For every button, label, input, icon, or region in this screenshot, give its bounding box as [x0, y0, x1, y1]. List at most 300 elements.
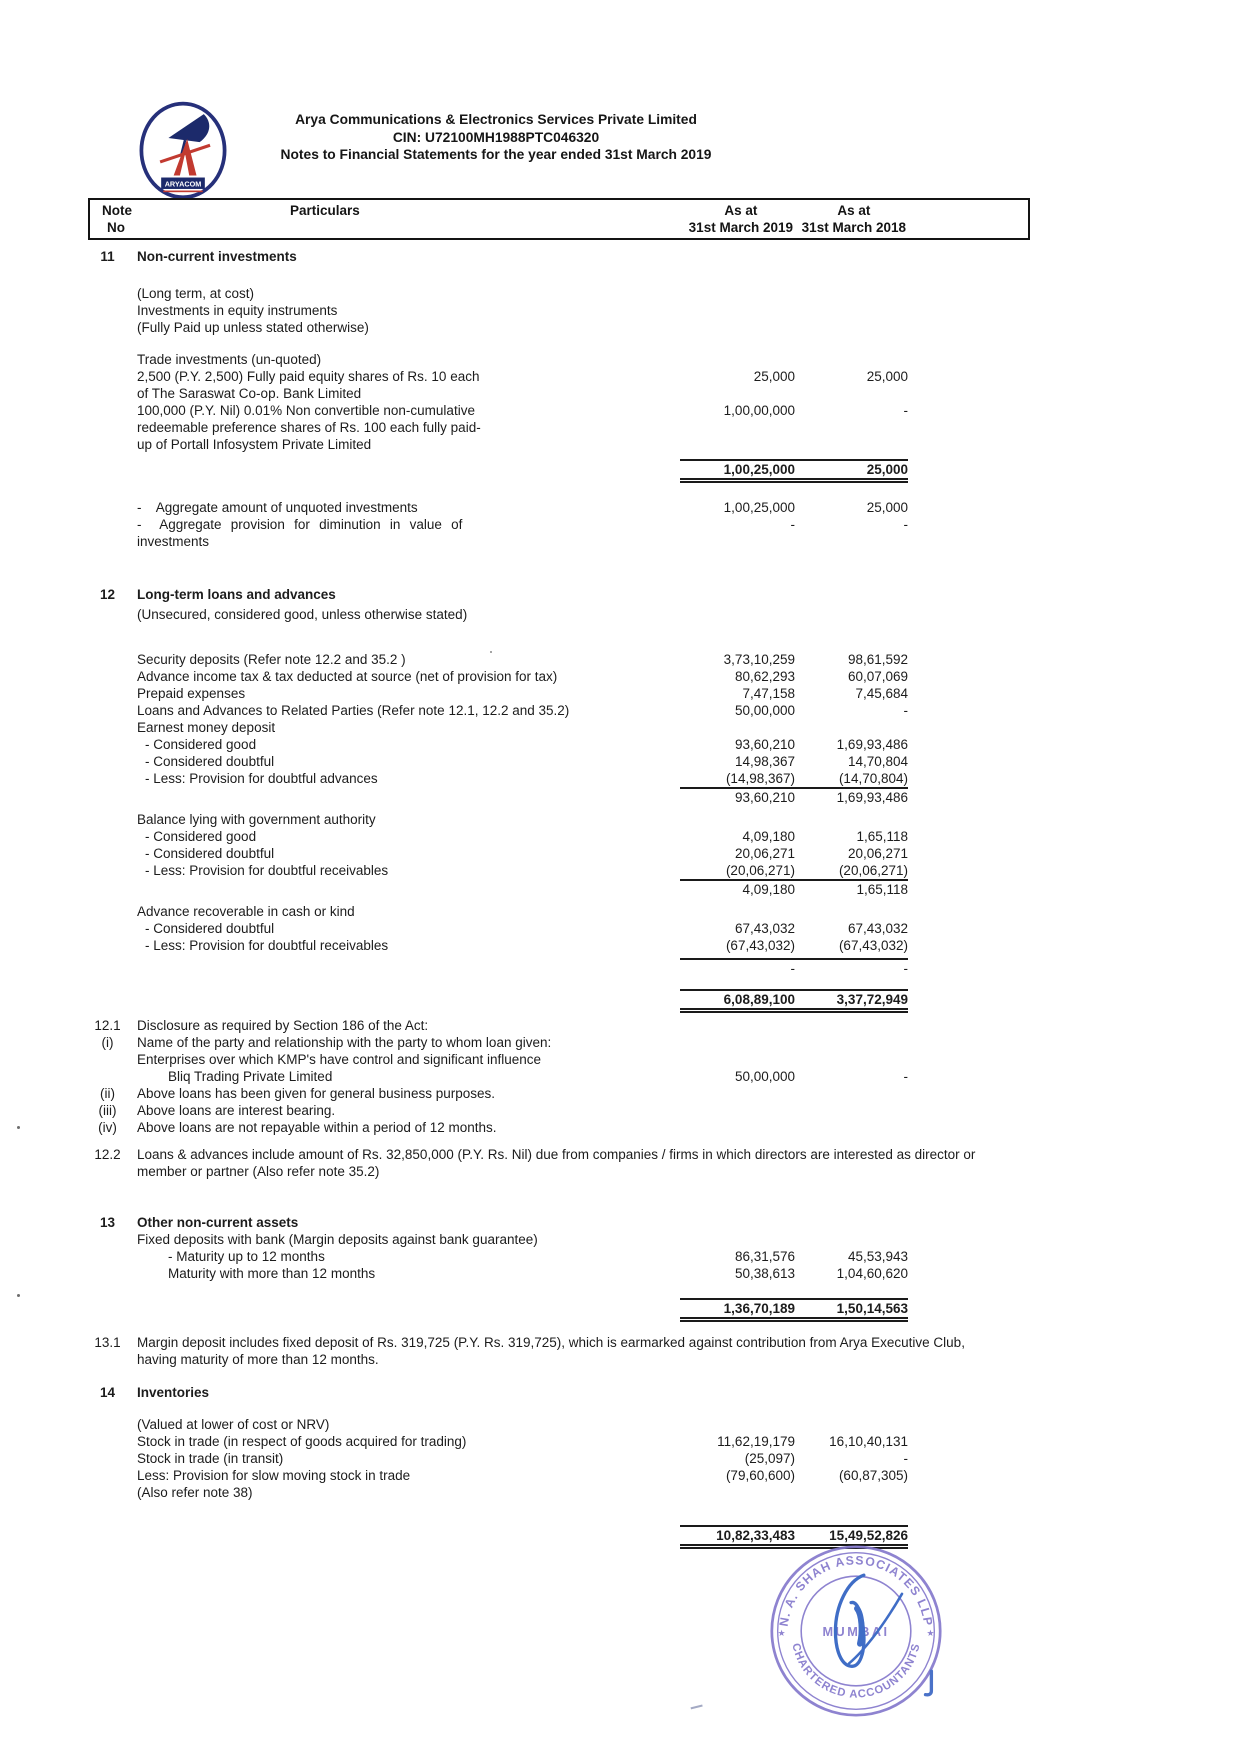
values-group	[680, 1467, 908, 1484]
particulars-cell: Advance recoverable in cash or kind	[137, 904, 355, 919]
company-cin: CIN: U72100MH1988PTC046320	[392, 129, 600, 145]
value-2019-cell: -	[790, 517, 795, 532]
value-2018-cell	[795, 1416, 908, 1433]
note-number-cell	[78, 302, 137, 319]
note-number-cell	[78, 903, 137, 920]
values-group	[680, 402, 908, 419]
values-group	[680, 862, 908, 879]
value-2019-cell: 6,08,89,100	[723, 992, 795, 1007]
values-group	[680, 937, 908, 954]
value-2019-cell: 7,47,158	[742, 686, 795, 701]
svg-text:N. A. SHAH ASSOCIATES LLP	[777, 1553, 936, 1627]
note-number-cell	[78, 285, 137, 302]
table-row	[0, 1525, 1236, 1549]
table-row	[0, 989, 1236, 1013]
note-number-cell	[78, 811, 137, 828]
particulars-cell: Stock in trade (in transit)	[137, 1451, 284, 1466]
values-group	[680, 787, 908, 806]
value-2019-cell	[680, 1416, 795, 1433]
value-2019-cell	[680, 285, 795, 302]
value-2019-cell	[680, 719, 795, 736]
value-2019-cell	[680, 586, 795, 603]
values-group	[680, 958, 908, 977]
particulars-cell: - Less: Provision for doubtful advances	[145, 771, 378, 786]
col-header-particulars: Particulars	[290, 203, 360, 218]
value-2019-cell: (20,06,271)	[725, 863, 795, 878]
value-2018-cell: -	[903, 1451, 908, 1466]
particulars-cell: Above loans are not repayable within a period of 12 months.	[137, 1120, 497, 1135]
values-group	[680, 879, 908, 898]
value-2019-cell	[680, 533, 795, 550]
value-2018-cell: 1,50,14,563	[836, 1301, 908, 1316]
value-2018-cell: 67,43,032	[847, 921, 908, 936]
table-row	[0, 651, 1236, 668]
table-row	[0, 958, 1236, 977]
values-group	[680, 1265, 908, 1282]
table-row	[0, 828, 1236, 845]
table-row	[0, 385, 1236, 402]
particulars-cell: Investments in equity instruments	[137, 303, 338, 318]
table-row	[0, 811, 1236, 828]
note-number-cell	[78, 685, 137, 702]
table-row	[0, 1265, 1236, 1282]
note-number-cell	[78, 862, 137, 879]
value-2019-cell: (67,43,032)	[725, 938, 795, 953]
table-row	[0, 736, 1236, 753]
note-number-cell: 12.1	[94, 1018, 121, 1033]
value-2019-cell: 1,00,00,000	[723, 403, 795, 418]
particulars-cell: - Maturity up to 12 months	[168, 1249, 325, 1264]
value-2019-cell: 3,73,10,259	[723, 652, 795, 667]
value-2019-cell: -	[790, 961, 795, 976]
note-number-cell: (i)	[101, 1035, 114, 1050]
values-group	[680, 702, 908, 719]
table-row	[0, 248, 1236, 265]
particulars-cell: Maturity with more than 12 months	[168, 1266, 376, 1281]
values-group	[680, 1416, 908, 1433]
value-2018-cell: 25,000	[866, 500, 908, 515]
table-row	[0, 668, 1236, 685]
particulars-cell: Long-term loans and advances	[137, 587, 336, 602]
table-row	[0, 459, 1236, 483]
value-2018-cell: (67,43,032)	[838, 938, 908, 953]
particulars-cell: - Considered doubtful	[145, 754, 275, 769]
particulars-cell: Fixed deposits with bank (Margin deposits against bank guarantee)	[137, 1232, 538, 1247]
company-name: Arya Communications & Electronics Services Private Limited	[295, 112, 697, 127]
table-row	[0, 351, 1236, 368]
value-2018-cell	[795, 1034, 908, 1051]
note-number-cell	[78, 828, 137, 845]
table-header	[88, 198, 1030, 240]
value-2018-cell: 15,49,52,826	[829, 1528, 908, 1543]
note-number-cell	[78, 1298, 137, 1322]
values-group	[680, 1034, 908, 1051]
particulars-cell: Other non-current assets	[137, 1215, 299, 1230]
note-number-cell	[78, 845, 137, 862]
value-2019-cell: 93,60,210	[734, 737, 795, 752]
value-2019-cell: 14,98,367	[734, 754, 795, 769]
value-2018-cell	[795, 385, 908, 402]
value-2018-cell	[795, 1484, 908, 1501]
values-group	[680, 1068, 908, 1085]
table-row	[0, 1416, 1236, 1433]
table-row	[0, 368, 1236, 385]
value-2019-cell: 25,000	[753, 369, 795, 384]
value-2018-cell	[795, 811, 908, 828]
value-2018-cell	[795, 302, 908, 319]
particulars-cell	[137, 989, 680, 1013]
particulars-cell: - Considered good	[145, 737, 257, 752]
note-number-cell	[78, 1484, 137, 1501]
value-2019-cell: 80,62,293	[734, 669, 795, 684]
values-group	[680, 1085, 908, 1102]
table-row	[0, 1384, 1236, 1401]
svg-text:CHARTERED ACCOUNTANTS	[789, 1642, 922, 1701]
value-2019-cell: (14,98,367)	[725, 771, 795, 786]
value-2019-cell	[680, 811, 795, 828]
value-2018-cell	[795, 351, 908, 368]
value-2018-cell	[795, 1384, 908, 1401]
particulars-cell: Enterprises over which KMP's have control and significant influence	[137, 1052, 542, 1067]
values-group	[680, 651, 908, 668]
value-2018-cell: -	[903, 517, 908, 532]
value-2019-cell: 1,00,25,000	[723, 500, 795, 515]
note-number-cell: 12	[99, 587, 116, 602]
values-group	[680, 719, 908, 736]
value-2019-cell	[680, 1384, 795, 1401]
particulars-cell: - Considered doubtful	[145, 846, 275, 861]
value-2018-cell: 3,37,72,949	[836, 992, 908, 1007]
value-2018-cell	[795, 1017, 908, 1034]
value-2018-cell	[795, 248, 908, 265]
paragraph-text	[137, 1146, 1157, 1180]
value-2018-cell: -	[903, 961, 908, 976]
particulars-cell: - Considered doubtful	[145, 921, 275, 936]
table-row	[0, 302, 1236, 319]
note-number-cell	[78, 368, 137, 385]
value-2019-cell: (25,097)	[744, 1451, 795, 1466]
values-group	[680, 606, 908, 623]
note-number-cell	[78, 1248, 137, 1265]
value-2019-cell: 10,82,33,483	[716, 1528, 795, 1543]
value-2018-cell	[795, 586, 908, 603]
note-number-cell	[78, 1068, 137, 1085]
table-row	[0, 903, 1236, 920]
note-number-cell	[78, 516, 137, 533]
value-2018-cell: 1,65,118	[856, 882, 908, 897]
table-row	[0, 1467, 1236, 1484]
particulars-cell: Above loans has been given for general business purposes.	[137, 1086, 495, 1101]
particulars-cell: Above loans are interest bearing.	[137, 1103, 336, 1118]
particulars-cell: Earnest money deposit	[137, 720, 276, 735]
values-group	[680, 1102, 908, 1119]
particulars-cell: Less: Provision for slow moving stock in trade	[137, 1468, 411, 1483]
note-number-cell	[78, 753, 137, 770]
value-2018-cell: 98,61,592	[847, 652, 908, 667]
values-group	[680, 319, 908, 336]
particulars-cell: (Long term, at cost)	[137, 286, 255, 301]
particulars-cell: Trade investments (un-quoted)	[137, 352, 322, 367]
value-2019-cell: 50,38,613	[734, 1266, 795, 1281]
values-group	[680, 1384, 908, 1401]
values-group	[680, 1248, 908, 1265]
value-2018-cell: 14,70,804	[847, 754, 908, 769]
values-group	[680, 668, 908, 685]
ca-stamp	[763, 1538, 949, 1724]
table-row	[0, 402, 1236, 419]
value-2019-cell	[680, 385, 795, 402]
particulars-cell: investments	[137, 534, 210, 549]
particulars-cell: - Less: Provision for doubtful receivables	[145, 863, 389, 878]
value-2018-cell: 25,000	[866, 462, 908, 477]
paragraph-line: Margin deposit includes fixed deposit of Rs. 319,725 (P.Y. Rs. 319,725), which is earmarked against contribution from Arya Executive Club,	[137, 1335, 965, 1350]
table-row	[0, 1017, 1236, 1034]
note-number-cell	[78, 920, 137, 937]
table-row	[0, 937, 1236, 954]
value-2018-cell	[795, 606, 908, 623]
particulars-cell: up of Portall Infosystem Private Limited	[137, 437, 372, 452]
note-number-cell	[78, 459, 137, 483]
value-2019-cell	[680, 1051, 795, 1068]
note-number-cell	[78, 787, 137, 806]
table-row	[0, 1102, 1236, 1119]
values-group	[680, 516, 908, 533]
table-row	[0, 787, 1236, 806]
note-number-cell	[78, 879, 137, 898]
note-number-cell	[78, 606, 137, 623]
value-2018-cell	[795, 1051, 908, 1068]
particulars-cell: - Less: Provision for doubtful receivables	[145, 938, 389, 953]
particulars-cell: (Unsecured, considered good, unless otherwise stated)	[137, 607, 468, 622]
scan-artifact-smudge	[689, 1700, 702, 1710]
document-header	[140, 111, 852, 164]
value-2019-cell	[680, 302, 795, 319]
value-2018-cell: 1,69,93,486	[836, 790, 908, 805]
particulars-cell: Stock in trade (in respect of goods acquired for trading)	[137, 1434, 467, 1449]
value-2019-cell: (79,60,600)	[725, 1468, 795, 1483]
value-2018-cell	[795, 319, 908, 336]
value-2018-cell	[795, 436, 908, 453]
value-2018-cell	[795, 1231, 908, 1248]
values-group	[680, 1484, 908, 1501]
values-group	[680, 1231, 908, 1248]
values-group	[680, 586, 908, 603]
note-number-cell	[78, 499, 137, 516]
table-row	[0, 1119, 1236, 1136]
table-row	[0, 685, 1236, 702]
table-row	[0, 753, 1236, 770]
scan-artifact-dot	[17, 1294, 20, 1297]
value-2019-cell: 20,06,271	[734, 846, 795, 861]
particulars-cell: Inventories	[137, 1385, 210, 1400]
value-2019-cell	[680, 1102, 795, 1119]
value-2019-cell	[680, 436, 795, 453]
col-header-2019: As at 31st March 2019	[688, 203, 793, 235]
value-2018-cell: 25,000	[866, 369, 908, 384]
table-row	[0, 1214, 1236, 1231]
value-2019-cell	[680, 351, 795, 368]
paragraph-text	[137, 1334, 1157, 1368]
note-number-cell: 12.2	[94, 1147, 121, 1162]
value-2019-cell: 11,62,19,179	[717, 1434, 795, 1449]
stamp-star-right: ★	[926, 1627, 935, 1638]
note-number-cell	[78, 1525, 137, 1549]
table-row	[0, 719, 1236, 736]
stamp-profession: CHARTERED ACCOUNTANTS	[789, 1642, 923, 1701]
value-2018-cell: 1,04,60,620	[836, 1266, 908, 1281]
paragraph-line: having maturity of more than 12 months.	[137, 1352, 379, 1367]
note-number-cell	[78, 1433, 137, 1450]
table-row	[0, 606, 1236, 623]
note-number-cell	[78, 1416, 137, 1433]
values-group	[680, 770, 908, 787]
svg-text:ARYACOM: ARYACOM	[164, 179, 202, 189]
table-row	[0, 516, 1236, 533]
value-2018-cell: (60,87,305)	[838, 1468, 908, 1483]
particulars-cell: of The Saraswat Co-op. Bank Limited	[137, 386, 362, 401]
value-2019-cell: 50,00,000	[734, 703, 795, 718]
value-2019-cell: 1,36,70,189	[723, 1301, 795, 1316]
value-2019-cell	[680, 248, 795, 265]
table-row	[0, 879, 1236, 898]
note-number-cell: 14	[99, 1385, 116, 1400]
value-2019-cell	[680, 1119, 795, 1136]
note-number-cell	[78, 533, 137, 550]
table-row	[0, 1298, 1236, 1322]
table-row	[0, 419, 1236, 436]
paragraph-line: Loans & advances include amount of Rs. 32,850,000 (P.Y. Rs. Nil) due from companies / firms in which directors are interested as director or	[137, 1147, 976, 1162]
table-row	[0, 770, 1236, 787]
note-number-cell	[78, 736, 137, 753]
values-group	[680, 811, 908, 828]
values-group	[680, 533, 908, 550]
note-number-cell: (iii)	[98, 1103, 117, 1118]
particulars-cell: Balance lying with government authority	[137, 812, 376, 827]
note-number-cell	[78, 668, 137, 685]
particulars-cell: Disclosure as required by Section 186 of the Act:	[137, 1018, 429, 1033]
values-group	[680, 1433, 908, 1450]
value-2019-cell	[680, 903, 795, 920]
value-2018-cell: 20,06,271	[847, 846, 908, 861]
table-row	[0, 1433, 1236, 1450]
values-group	[680, 351, 908, 368]
table-row	[0, 499, 1236, 516]
value-2018-cell: 1,65,118	[856, 829, 908, 844]
particulars-cell: 100,000 (P.Y. Nil) 0.01% Non convertible non-cumulative	[137, 403, 475, 418]
note-number-cell	[78, 419, 137, 436]
particulars-cell: Non-current investments	[137, 249, 297, 264]
note-number-cell	[78, 937, 137, 954]
stamp-city: MUMBAI	[822, 1623, 890, 1639]
value-2019-cell: 67,43,032	[734, 921, 795, 936]
particulars-cell	[137, 1525, 680, 1549]
table-body	[0, 238, 1236, 1549]
col-header-2018: As at 31st March 2018	[801, 203, 906, 235]
particulars-cell: Advance income tax & tax deducted at source (net of provision for tax)	[137, 669, 558, 684]
stamp-star-left: ★	[777, 1627, 786, 1638]
particulars-cell: Name of the party and relationship with the party to whom loan given:	[137, 1035, 552, 1050]
scan-artifact-dot	[490, 651, 492, 653]
note-number-cell	[78, 351, 137, 368]
values-group	[680, 903, 908, 920]
values-group	[680, 436, 908, 453]
value-2019-cell	[680, 1017, 795, 1034]
note-number-cell	[78, 1450, 137, 1467]
value-2018-cell: -	[903, 703, 908, 718]
value-2018-cell: -	[903, 403, 908, 418]
values-group	[680, 385, 908, 402]
table-row	[0, 1085, 1236, 1102]
note-number-cell	[78, 702, 137, 719]
note-number-cell	[78, 402, 137, 419]
value-2019-cell	[680, 606, 795, 623]
values-group	[680, 499, 908, 516]
note-number-cell	[78, 958, 137, 977]
particulars-cell	[137, 787, 680, 806]
values-group	[680, 1017, 908, 1034]
value-2018-cell	[795, 1214, 908, 1231]
table-row	[0, 920, 1236, 937]
value-2018-cell: (14,70,804)	[838, 771, 908, 786]
table-row	[0, 1450, 1236, 1467]
note-number-cell	[78, 436, 137, 453]
stamp-firm-name: N. A. SHAH ASSOCIATES LLP	[776, 1553, 936, 1628]
value-2019-cell	[680, 319, 795, 336]
values-group	[680, 368, 908, 385]
value-2018-cell: -	[903, 1069, 908, 1084]
table-row	[0, 702, 1236, 719]
value-2018-cell	[795, 719, 908, 736]
values-group	[680, 1450, 908, 1467]
note-number-cell	[78, 651, 137, 668]
particulars-cell: - Aggregate amount of unquoted investments	[137, 500, 418, 515]
values-group	[680, 989, 908, 1013]
paragraph-line: member or partner (Also refer note 35.2)	[137, 1164, 380, 1179]
particulars-cell: Security deposits (Refer note 12.2 and 35.2 )	[137, 652, 406, 667]
value-2019-cell: 4,09,180	[742, 882, 795, 897]
values-group	[680, 753, 908, 770]
values-group	[680, 828, 908, 845]
particulars-cell: 2,500 (P.Y. 2,500) Fully paid equity shares of Rs. 10 each	[137, 369, 480, 384]
note-number-cell: (iv)	[98, 1120, 117, 1135]
value-2019-cell	[680, 1085, 795, 1102]
table-row	[0, 1231, 1236, 1248]
value-2019-cell: 50,00,000	[734, 1069, 795, 1084]
particulars-cell: (Valued at lower of cost or NRV)	[137, 1417, 330, 1432]
value-2019-cell	[680, 1214, 795, 1231]
table-row	[0, 1248, 1236, 1265]
value-2019-cell	[680, 1484, 795, 1501]
values-group	[680, 248, 908, 265]
note-number-cell	[78, 1051, 137, 1068]
value-2018-cell	[795, 1119, 908, 1136]
table-row	[0, 319, 1236, 336]
value-2019-cell: 1,00,25,000	[723, 462, 795, 477]
value-2018-cell: (20,06,271)	[838, 863, 908, 878]
note-number-cell	[78, 770, 137, 787]
values-group	[680, 285, 908, 302]
value-2019-cell	[680, 1231, 795, 1248]
value-2019-cell	[680, 419, 795, 436]
scan-artifact-dot	[17, 1126, 20, 1129]
particulars-cell	[137, 958, 680, 977]
value-2018-cell	[795, 1085, 908, 1102]
note-number-cell	[78, 1265, 137, 1282]
value-2018-cell: 7,45,684	[855, 686, 908, 701]
page-title: Notes to Financial Statements for the year ended 31st March 2019	[280, 147, 712, 162]
particulars-cell: Bliq Trading Private Limited	[168, 1069, 333, 1084]
particulars-cell: - Considered good	[145, 829, 257, 844]
